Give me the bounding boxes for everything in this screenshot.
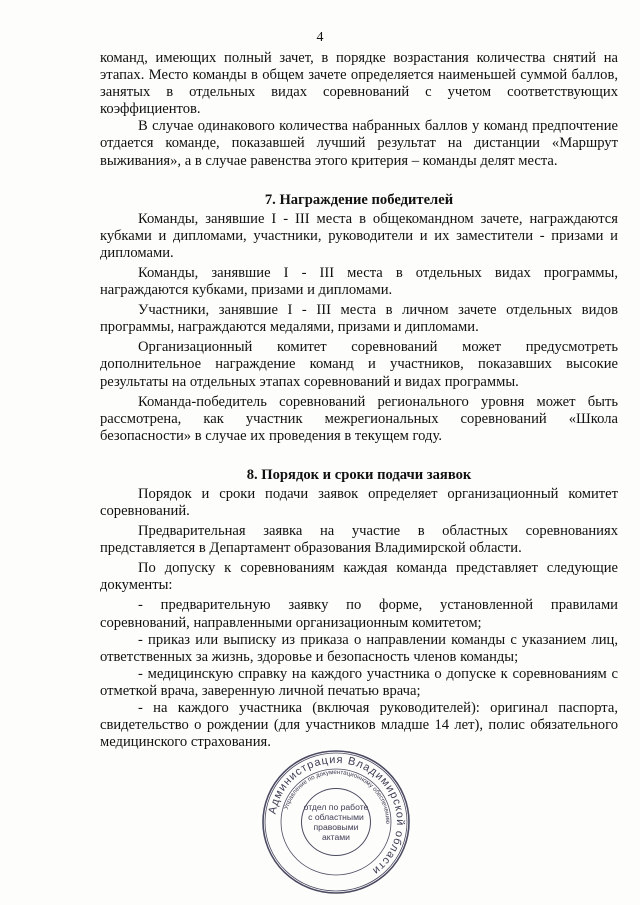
list-item-order-excerpt: - приказ или выписку из приказа о направлении команды с указанием лиц, ответственных за жизнь, здоровье и безопасность членов команды; — [100, 631, 618, 665]
paragraph-intro-2: В случае одинакового количества набранных баллов у команд предпочтение отдается команде, показавшей лучший результат на дистанции «Маршрут выживания», а в случае равенства этого критерия – команды делят места. — [100, 118, 618, 169]
section-7-paragraph: Организационный комитет соревнований может предусмотреть дополнительное награждение команд и участников, показавших высокие результаты на отдельных этапах соревнований и видах программы. — [100, 339, 618, 390]
paragraph-intro-1: команд, имеющих полный зачет, в порядке возрастания количества снятий на этапах. Место команды в общем зачете определяется наименьшей суммой баллов, занятых в отдельных видах соревнований с учетом соответствующих коэффициентов. — [100, 50, 618, 118]
official-stamp — [261, 749, 411, 895]
section-8-paragraph: Порядок и сроки подачи заявок определяет организационный комитет соревнований. — [100, 485, 618, 519]
section-8-paragraph: Предварительная заявка на участие в областных соревнованиях представляется в Департамент образования Владимирской области. — [100, 523, 618, 557]
document-body — [100, 50, 618, 751]
section-7-paragraph: Участники, занявшие I - III места в личном зачете отдельных видов программы, награждаются медалями, призами и дипломами. — [100, 302, 618, 336]
section-7-paragraph: Команды, занявшие I - III места в отдельных видах программы, награждаются кубками, призами и дипломами. — [100, 264, 618, 299]
section-7-paragraph: Команды, занявшие I - III места в общекомандном зачете, награждаются кубками и дипломами, участники, руководители и их заместители - призами и дипломами. — [100, 210, 618, 261]
stamp-middle-text: Управление по документационному обеспечению — [282, 768, 392, 824]
stamp-outer-text: Администрация Владимирской области — [266, 753, 407, 878]
section-7-heading: 7. Награждение победителей — [264, 191, 454, 208]
list-item-medical-certificate: - медицинскую справку на каждого участника о допуске к соревнованиям с отметкой врача, заверенную личной печатью врача; — [100, 665, 618, 699]
page-number: 4 — [316, 30, 324, 45]
section-7-paragraph: Команда-победитель соревнований регионального уровня может быть рассмотрена, как участник межрегиональных соревнований «Школа безопасности» в случае их проведения в текущем году. — [100, 393, 618, 444]
stamp-inner-text: отдел по работе с областными правовыми актами — [303, 802, 369, 842]
list-item-participant-documents: - на каждого участника (включая руководителей): оригинал паспорта, свидетельство о рождении (для участников младше 14 лет), полис обязательного медицинского страхования. — [100, 700, 618, 751]
list-item-preliminary-application: - предварительную заявку по форме, установленной правилами соревнований, направленными организационным комитетом; — [100, 597, 618, 631]
section-8-heading: 8. Порядок и сроки подачи заявок — [246, 466, 472, 483]
stamp-center — [301, 788, 371, 856]
section-8-paragraph: По допуску к соревнованиям каждая команда представляет следующие документы: — [100, 560, 618, 594]
